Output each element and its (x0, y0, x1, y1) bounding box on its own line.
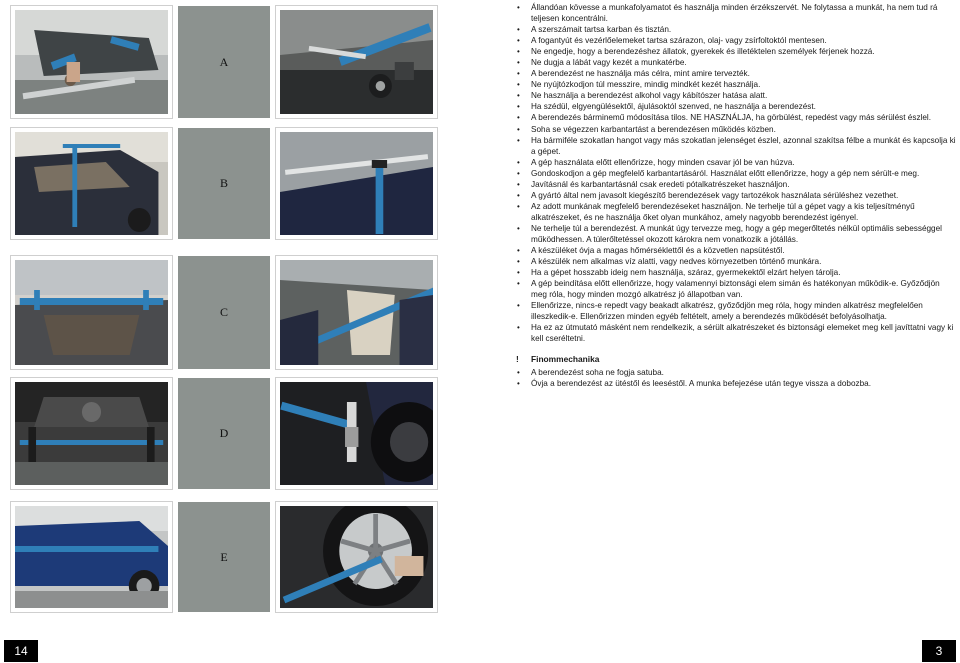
figure-label-b: B (219, 176, 228, 190)
figure-label-c: C (219, 305, 228, 319)
wheel-arch-photo (276, 378, 437, 489)
bullet-item: • Ha szédül, elgyengülésektől, ájulásoktól szenved, ne használja a berendezést. (516, 101, 957, 112)
bullet-item: • A gép használata előtt ellenőrizze, hogy minden csavar jól be van húzva. (516, 157, 957, 168)
bullet-item: • Ha a gépet hosszabb ideig nem használja, száraz, gyermekektől elzárt helyen tárolja. (516, 267, 957, 278)
bullet-item: • Ne terhelje túl a berendezést. A munkát úgy tervezze meg, hogy a gép megerőltetés nélkül optimális sebességgel működhessen. A túlerőltetéssel okozott károkra nem vonatkozik a jótállás. (516, 223, 957, 245)
section-bullet-list (516, 367, 957, 389)
figure-label-box-e (178, 502, 270, 612)
bullet-item: • Ne engedje, hogy a berendezéshez állatok, gyerekek és illetéktelen személyek férjenek hozzá. (516, 46, 957, 57)
bullet-item: • A gép beindítása előtt ellenőrizze, hogy valamennyi biztonsági elem simán és hatékonyan működik-e. Győződjön meg róla, hogy minden mozgó alkatrész jó állapotban van. (516, 278, 957, 300)
front-crossbar-photo (11, 256, 172, 369)
figure-row-e (11, 502, 443, 612)
bullet-item: • A berendezést soha ne fogja satuba. (516, 367, 957, 378)
figure-row-b (11, 128, 443, 239)
bullet-item: • Ha bármiféle szokatlan hangot vagy más szokatlan jelenséget észlel, azonnal szakítsa félbe a munkát és kapcsolja ki a gépet. (516, 135, 957, 157)
figure-label-box-b (178, 128, 270, 239)
bullet-item: • Ne nyújtózkodjon túl messzire, mindig mindkét kezét használja. (516, 79, 957, 90)
figure-label-a: A (219, 54, 229, 69)
figure-label-box-c (178, 256, 270, 369)
safety-instructions (516, 2, 957, 389)
windshield-frame-photo (276, 128, 437, 239)
bullet-item: • Soha se végezzen karbantartást a berendezésen működés közben. (516, 124, 957, 135)
engine-bay-tool-photo (276, 6, 437, 118)
figure-label-d: D (219, 426, 229, 440)
figure-label-box-a (178, 6, 270, 118)
underbody-photo (11, 378, 172, 489)
frame-measuring-tool-photo (11, 6, 172, 118)
section-heading (516, 354, 957, 365)
bullet-item: • A fogantyút és vezérlőelemeket tartsa szárazon, olaj- vagy zsírfoltoktól mentesen. (516, 35, 957, 46)
figure-row-c (11, 256, 443, 369)
bullet-item: • Ellenőrizze, nincs-e repedt vagy beakadt alkatrész, győződjön meg róla, hogy minden alkatrész megfelelően illeszkedik-e. Ellenőrizzen minden egyéb feltételt, amely a berendezés működését befolyásolhatja. (516, 300, 957, 322)
bullet-item: • A berendezés bárminemű módosítása tilos. NE HASZNÁLJA, ha görbülést, repedést vagy más sérülést észlel. (516, 112, 957, 123)
warning-mark: ! (516, 354, 519, 365)
bullet-item: • A berendezést ne használja más célra, mint amire tervezték. (516, 68, 957, 79)
safety-bullet-list (516, 2, 957, 344)
bullet-item: • Állandóan kövesse a munkafolyamatot és használja minden érzékszervét. Ne folytassa a munkát, ha nem tud rá teljesen koncentrálni. (516, 2, 957, 24)
bullet-item: • A gyártó által nem javasolt kiegészítő berendezések vagy tartozékok használata sérüléshez vezethet. (516, 190, 957, 201)
figure-row-a (11, 6, 443, 118)
bullet-item: • Ne használja a berendezést alkohol vagy kábítószer hatása alatt. (516, 90, 957, 101)
bullet-item: • A készülék nem alkalmas víz alatti, vagy nedves környezetben történő munkára. (516, 256, 957, 267)
bullet-item: • Ne dugja a lábát vagy kezét a munkatérbe. (516, 57, 957, 68)
bullet-item: • Javításnál és karbantartásnál csak eredeti pótalkatrészeket használjon. (516, 179, 957, 190)
bullet-item: • Gondoskodjon a gép megfelelő karbantartásáról. Használat előtt ellenőrizze, hogy a gép nem sérült-e meg. (516, 168, 957, 179)
bullet-item: • A szerszámait tartsa karban és tisztán. (516, 24, 957, 35)
page-number-left: 14 (4, 640, 38, 662)
figure-label-e: E (220, 549, 228, 564)
bullet-item: • Ha ez az útmutató másként nem rendelkezik, a sérült alkatrészeket és biztonsági elemeket meg kell javíttatni vagy ki kell cseréltetni. (516, 322, 957, 344)
figure-row-d (11, 378, 443, 489)
page-number-right: 3 (922, 640, 956, 662)
bullet-item: • A készüléket óvja a magas hőmérséklettől és a közvetlen napsütéstől. (516, 245, 957, 256)
wheel-rim-photo (276, 502, 437, 612)
car-door-opening-photo (11, 128, 172, 239)
bullet-item: • Óvja a berendezést az ütéstől és leeséstől. A munka befejezése után tegye vissza a dobozba. (516, 378, 957, 389)
car-side-photo (11, 502, 172, 612)
section-title: Finommechanika (531, 354, 600, 365)
interior-strut-photo (276, 256, 437, 369)
bullet-item: • Az adott munkának megfelelő berendezéseket használjon. Ne terhelje túl a gépet vagy a kis teljesítményű alkatrészeket, és ne használja őket olyan munkához, amely nagyobb berendezést igényel. (516, 201, 957, 223)
figure-label-box-d (178, 378, 270, 489)
